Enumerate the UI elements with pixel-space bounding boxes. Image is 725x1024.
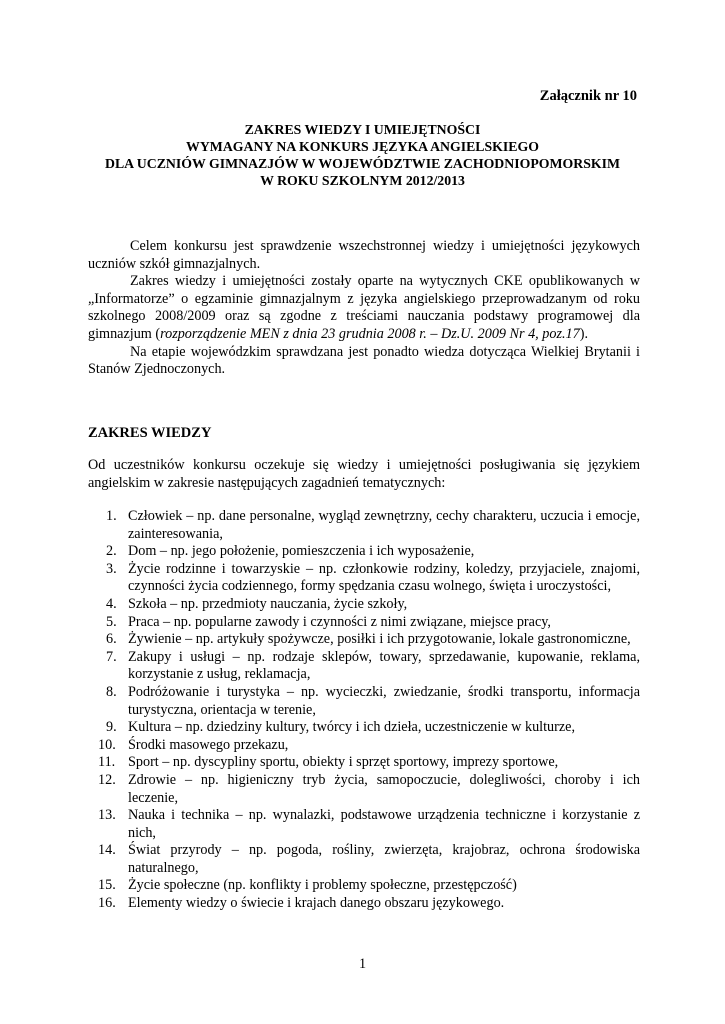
- list-text: Środki masowego przekazu,: [128, 736, 289, 753]
- list-text: Zakupy i usługi – np. rodzaje sklepów, towary, sprzedawanie, kupowanie, reklama, korzystanie z usług, reklamacja,: [128, 648, 640, 683]
- list-item: [88, 737, 640, 755]
- title-line: WYMAGANY NA KONKURS JĘZYKA ANGIELSKIEGO: [186, 139, 539, 154]
- list-text: Nauka i technika – np. wynalazki, podstawowe urządzenia techniczne i korzystanie z nich,: [128, 807, 640, 841]
- list-item: [88, 895, 640, 913]
- page-number: 1: [358, 956, 367, 972]
- list-item: [88, 842, 640, 877]
- annex-label: Załącznik nr 10: [539, 88, 637, 104]
- list-number: 10.: [98, 736, 116, 753]
- list-number: 12.: [98, 771, 116, 788]
- intro-paragraph-2-end: ).: [579, 325, 589, 342]
- list-number: 9.: [106, 719, 117, 736]
- list-text: Świat przyrody – np. pogoda, rośliny, zwierzęta, krajobraz, ochrona środowiska naturalnego,: [128, 842, 640, 876]
- list-item: [88, 719, 640, 737]
- list-item: [88, 614, 640, 632]
- list-text: Kultura – np. dziedziny kultury, twórcy i ich dzieła, uczestniczenie w kulturze,: [128, 719, 576, 736]
- intro-paragraph-1: Celem konkursu jest sprawdzenie wszechstronnej wiedzy i umiejętności językowych uczniów szkół gimnazjalnych.: [88, 238, 640, 272]
- list-item: [88, 631, 640, 649]
- intro-paragraph-2-text: Zakres wiedzy i umiejętności zostały oparte na wytycznych CKE opublikowanych w „Informatorze” o egzaminie gimnazjalnym z języka angielskiego przeprowadzanym od roku szkolnego 2008/2009 oraz są zgodne z treściami nauczania podstawy programowej dla gimnazjum (: [88, 273, 640, 342]
- list-number: 16.: [98, 895, 116, 912]
- title-line: ZAKRES WIEDZY I UMIEJĘTNOŚCI: [244, 122, 481, 137]
- list-text: Szkoła – np. przedmioty nauczania, życie szkoły,: [128, 595, 408, 612]
- list-number: 15.: [98, 877, 116, 894]
- list-text: Życie rodzinne i towarzyskie – np. członkowie rodziny, koledzy, przyjaciele, znajomi, czynności życia codziennego, formy spędzania czasu wolnego, święta i uroczystości,: [128, 560, 640, 595]
- list-text: Podróżowanie i turystyka – np. wycieczki, zwiedzanie, środki transportu, informacja turystyczna, orientacja w terenie,: [128, 683, 640, 718]
- list-item: [88, 561, 640, 596]
- title-line: W ROKU SZKOLNYM 2012/2013: [260, 173, 465, 188]
- list-text: Dom – np. jego położenie, pomieszczenia i ich wyposażenie,: [128, 543, 475, 560]
- intro-paragraph-3: Na etapie wojewódzkim sprawdzana jest ponadto wiedza dotycząca Wielkiej Brytanii i Stanów Zjednoczonych.: [88, 343, 640, 378]
- title-line: DLA UCZNIÓW GIMNAZJÓW W WOJEWÓDZTWIE ZACHODNIOPOMORSKIM: [104, 156, 621, 171]
- regulation-citation: rozporządzenie MEN z dnia 23 grudnia 2008 r. – Dz.U. 2009 Nr 4, poz.17: [160, 325, 580, 342]
- list-number: 7.: [106, 648, 117, 665]
- list-text: Sport – np. dyscypliny sportu, obiekty i sprzęt sportowy, imprezy sportowe,: [128, 754, 559, 771]
- list-item: [88, 754, 640, 772]
- list-item: [88, 684, 640, 719]
- list-number: 14.: [98, 842, 116, 859]
- list-item: [88, 543, 640, 561]
- list-item: [88, 596, 640, 614]
- document-title: [0, 121, 725, 189]
- list-text: Człowiek – np. dane personalne, wygląd zewnętrzny, cechy charakteru, uczucia i emocje, zainteresowania,: [128, 508, 640, 542]
- list-text: Zdrowie – np. higieniczny tryb życia, samopoczucie, dolegliwości, choroby i ich leczenie,: [128, 771, 640, 806]
- list-number: 2.: [106, 543, 117, 560]
- list-text: Elementy wiedzy o świecie i krajach danego obszaru językowego.: [128, 895, 505, 912]
- list-number: 5.: [106, 613, 117, 630]
- list-number: 1.: [106, 508, 117, 524]
- list-item: [88, 877, 640, 895]
- intro-section: [88, 238, 640, 379]
- list-number: 11.: [98, 754, 116, 771]
- list-number: 13.: [98, 807, 116, 824]
- list-item: [88, 772, 640, 807]
- list-text: Życie społeczne (np. konflikty i problemy społeczne, przestępczość): [128, 877, 517, 894]
- section-heading: ZAKRES WIEDZY: [88, 425, 212, 441]
- list-number: 6.: [106, 631, 117, 648]
- list-item: [88, 649, 640, 684]
- list-number: 3.: [106, 560, 117, 577]
- intro-paragraph-2: [88, 273, 640, 343]
- list-text: Praca – np. popularne zawody i czynności z nimi związane, miejsce pracy,: [128, 613, 551, 630]
- lead-section: [88, 457, 640, 492]
- list-text: Żywienie – np. artykuły spożywcze, posiłki i ich przygotowanie, lokale gastronomiczne,: [128, 631, 631, 648]
- lead-paragraph: Od uczestników konkursu oczekuje się wiedzy i umiejętności posługiwania się językiem angielskim w zakresie następujących zagadnień tematycznych:: [88, 457, 640, 491]
- list-number: 4.: [106, 595, 117, 612]
- list-item: [88, 508, 640, 543]
- list-item: [88, 807, 640, 842]
- topic-list: [88, 508, 640, 913]
- list-number: 8.: [106, 683, 117, 700]
